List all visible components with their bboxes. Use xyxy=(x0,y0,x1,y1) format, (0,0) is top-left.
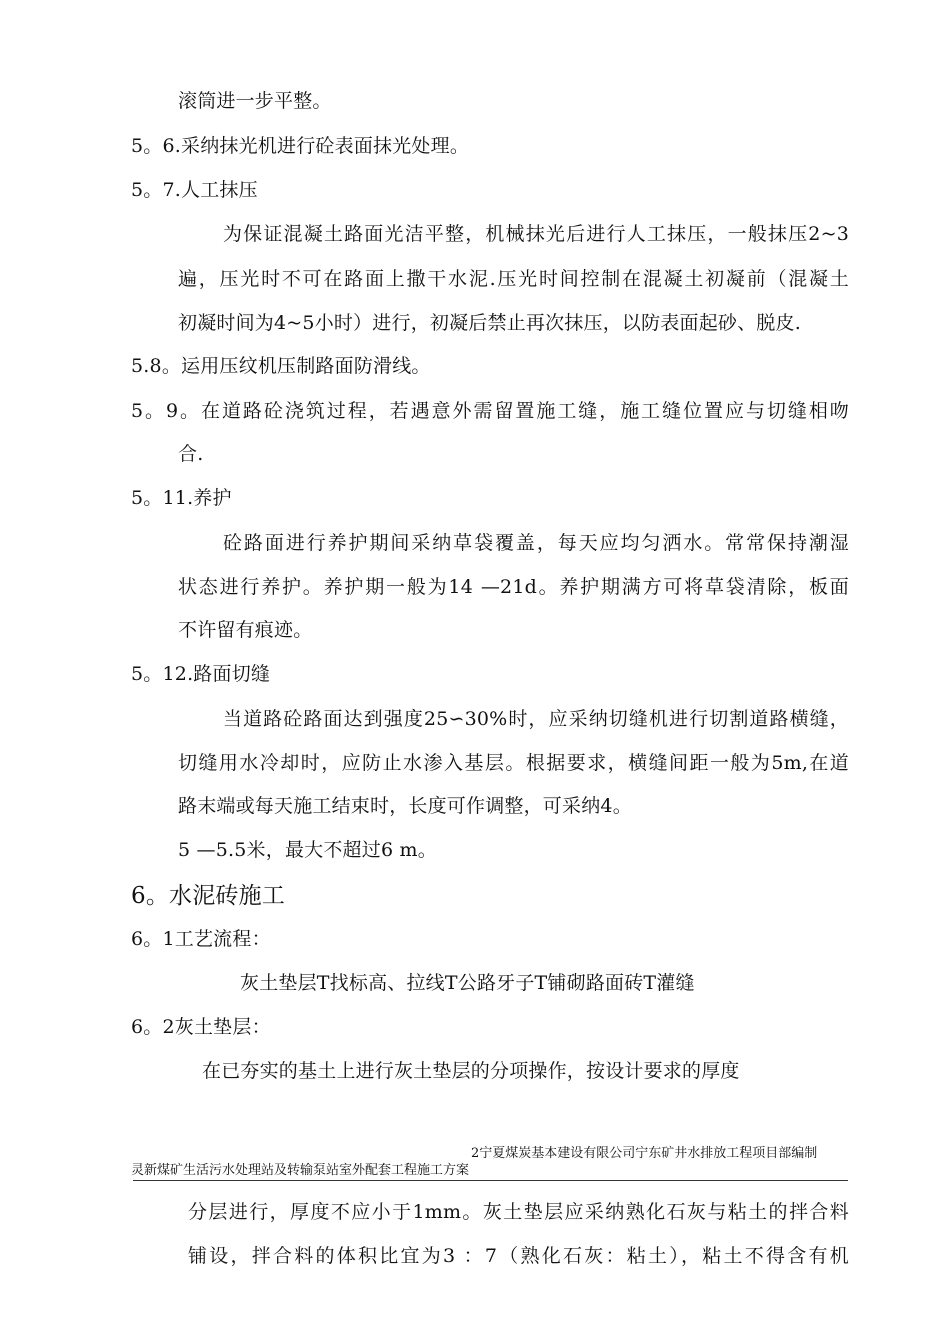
heading-6: 6。水泥砖施工 xyxy=(131,883,286,909)
text-line-15: 当道路砼路面达到强度25∽30%时，应采纳切缝机进行切割道路横缝， xyxy=(223,708,849,730)
text-line-12: 状态进行养护。养护期一般为14 —21d。养护期满方可将草袋清除，板面 xyxy=(178,576,849,598)
text-line-18: 5 —5.5米，最大不超过6 m。 xyxy=(178,839,437,861)
text-line-11: 砼路面进行养护期间采纳草袋覆盖，每天应均匀洒水。常常保持潮湿 xyxy=(223,532,849,554)
text-line-5: 遍，压光时不可在路面上撒干水泥.压光时间控制在混凝土初凝前（混凝土 xyxy=(178,268,849,290)
text-line-9: 合. xyxy=(178,443,204,465)
text-line-23: 在已夯实的基土上进行灰土垫层的分项操作，按设计要求的厚度 xyxy=(202,1060,740,1082)
text-line-4: 为保证混凝土路面光洁平整，机械抹光后进行人工抹压，一般抹压2~3 xyxy=(223,223,849,245)
text-line-6: 初凝时间为4~5小时）进行，初凝后禁止再次抹压，以防表面起砂、脱皮. xyxy=(178,312,801,334)
section-5-7: 5。7.人工抹压 xyxy=(131,179,258,201)
section-5-8: 5.8。运用压纹机压制路面防滑线。 xyxy=(131,355,431,377)
section-5-12: 5。12.路面切缝 xyxy=(131,663,271,685)
section-5-11: 5。11.养护 xyxy=(131,487,232,509)
section-5-9: 5。9。在道路砼浇筑过程，若遇意外需留置施工缝，施工缝位置应与切缝相吻 xyxy=(131,400,849,422)
section-6-2: 6。2灰土垫层： xyxy=(131,1016,271,1038)
footer-divider xyxy=(133,1180,848,1181)
process-flow: 灰土垫层T找标高、拉线T公路牙子T铺砌路面砖T灌缝 xyxy=(240,972,695,994)
section-6-1: 6。1工艺流程： xyxy=(131,928,271,950)
footer-project-title: 灵新煤矿生活污水处理站及转输泵站室外配套工程施工方案 xyxy=(131,1163,470,1178)
next-page-line-2: 铺设，拌合料的体积比宜为3 ：7（熟化石灰：粘土），粘土不得含有机 xyxy=(188,1245,849,1267)
text-line-16: 切缝用水冷却时，应防止水渗入基层。根据要求，横缝间距一般为5m,在道 xyxy=(178,752,849,774)
text-line-13: 不许留有痕迹。 xyxy=(178,619,313,641)
next-page-line-1: 分层进行，厚度不应小于1mm。灰土垫层应采纳熟化石灰与粘土的拌合料 xyxy=(188,1201,849,1223)
text-line-17: 路末端或每天施工结束时，长度可作调整，可采纳4。 xyxy=(178,795,632,817)
section-5-6: 5。6.采纳抹光机进行砼表面抹光处理。 xyxy=(131,135,470,157)
footer-page-company: 2宁夏煤炭基本建设有限公司宁东矿井水排放工程项目部编制 xyxy=(471,1146,818,1161)
text-line-1: 滚筒进一步平整。 xyxy=(178,90,332,112)
